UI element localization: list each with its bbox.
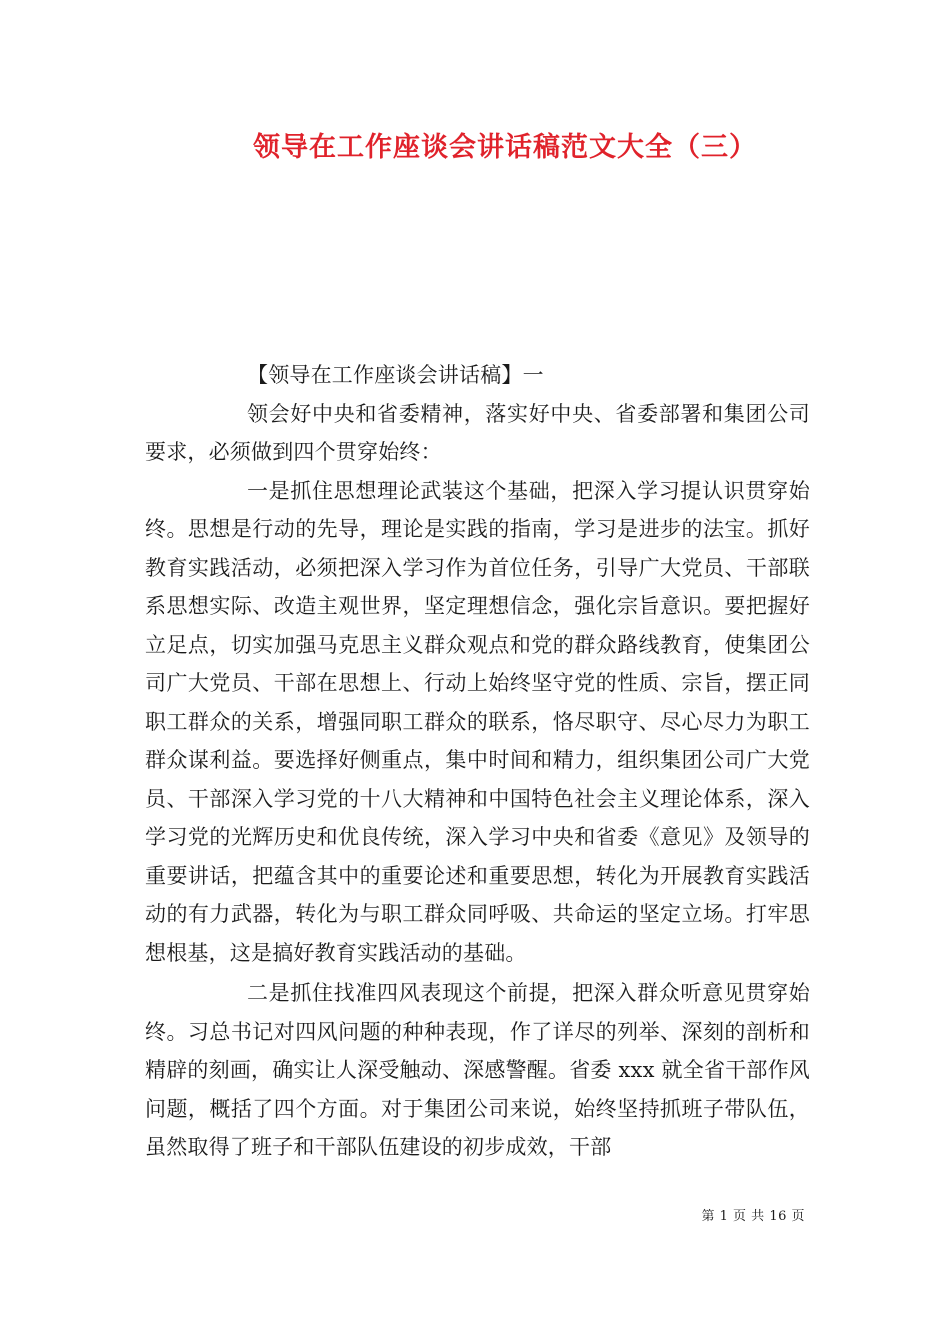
paragraph-2: 一是抓住思想理论武装这个基础，把深入学习提认识贯穿始终。思想是行动的先导，理论是实践的指南，学习是进步的法宝。抓好教育实践活动，必须把深入学习作为首位任务，引导广大党员、干部联系思想实际、改造主观世界，坚定理想信念，强化宗旨意识。要把握好立足点，切实加强马克思主义群众观点和党的群众路线教育，使集团公司广大党员、干部在思想上、行动上始终坚守党的性质、宗旨，摆正同职工群众的关系，增强同职工群众的联系，恪尽职守、尽心尽力为职工群众谋利益。要选择好侧重点，集中时间和精力，组织集团公司广大党员、干部深入学习党的十八大精神和中国特色社会主义理论体系，深入学习党的光辉历史和优良传统，深入学习中央和省委《意见》及领导的重要讲话，把蕴含其中的重要论述和重要思想，转化为开展教育实践活动的有力武器，转化为与职工群众同呼吸、共命运的坚定立场。打牢思想根基，这是搞好教育实践活动的基础。 bbox=[145, 478, 810, 965]
paragraph-3: 二是抓住找准四风表现这个前提，把深入群众听意见贯穿始终。习总书记对四风问题的种种表现，作了详尽的列举、深刻的剖析和精辟的刻画，确实让人深受触动、深感警醒。省委 xxx 就全省干部作风问题，概括了四个方面。对于集团公司来说，始终坚持抓班子带队伍，虽然取得了班子和干部队伍建设的初步成效，干部 bbox=[145, 981, 810, 1159]
paragraph-1: 领会好中央和省委精神，落实好中央、省委部署和集团公司要求，必须做到四个贯穿始终： bbox=[145, 401, 810, 464]
document-title: 领导在工作座谈会讲话稿范文大全（三） bbox=[253, 132, 757, 163]
document-body bbox=[145, 356, 810, 1167]
page-number: 第 1 页 共 16 页 bbox=[701, 1209, 805, 1224]
section-heading: 【领导在工作座谈会讲话稿】一 bbox=[247, 363, 544, 387]
